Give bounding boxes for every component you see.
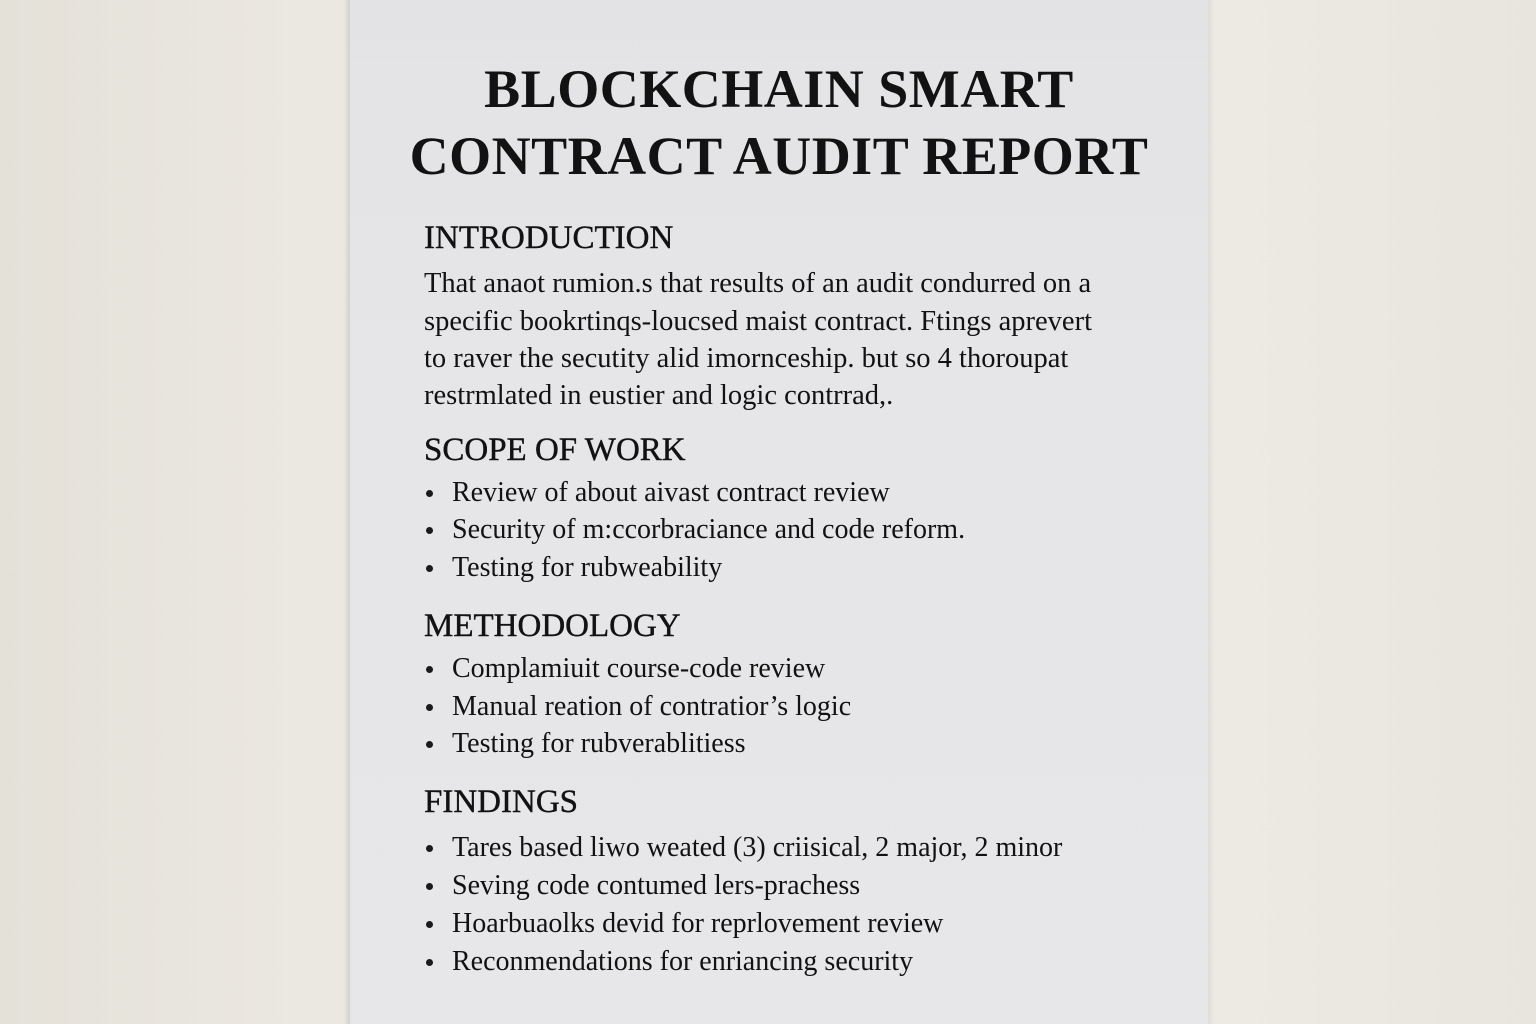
bullet-icon xyxy=(426,527,433,534)
bullet-icon xyxy=(426,565,433,572)
bullet-icon xyxy=(426,883,433,890)
bullet-icon xyxy=(426,959,433,966)
scope-list-item-text: Security of m:ccorbraciance and code reform. xyxy=(452,514,966,545)
bullet-icon xyxy=(426,704,433,711)
introduction-text-line: specific bookrtinqs-loucsed maist contract. Ftings aprevert xyxy=(424,306,1092,337)
findings-list-item-text: Hoarbuaolks devid for reprlovement review xyxy=(452,908,944,939)
scope-list-item xyxy=(424,476,890,510)
methodology-list-item-text: Manual reation of contratior’s logic xyxy=(452,691,852,722)
scope-list-item-text: Review of about aivast contract review xyxy=(452,477,890,508)
methodology-list-item-text: Complamiuit course-code review xyxy=(452,653,826,684)
methodology-heading: METHODOLOGY xyxy=(424,608,681,644)
findings-list-item-text: Reconmendations for enriancing security xyxy=(452,946,914,977)
methodology-list-item xyxy=(424,727,746,761)
scope-list-item-text: Testing for rubweability xyxy=(452,552,723,583)
findings-list-item xyxy=(424,869,860,903)
bullet-icon xyxy=(426,490,433,497)
findings-list-item xyxy=(424,945,913,979)
introduction-text-line: to raver the secutity alid imornceship. but so 4 thoroupat xyxy=(424,343,1069,374)
introduction-text-line: restrmlated in eustier and logic contrrad,. xyxy=(424,380,894,411)
methodology-list-item xyxy=(424,690,851,724)
bullet-icon xyxy=(426,741,433,748)
scope-list-item xyxy=(424,513,965,547)
bullet-icon xyxy=(426,921,433,928)
report-title-line-2: CONTRACT AUDIT REPORT xyxy=(409,126,1149,186)
introduction-text-line: That anaot rumion.s that results of an audit condurred on a xyxy=(424,268,1092,299)
methodology-list-item xyxy=(424,652,825,686)
audit-report-paper xyxy=(350,0,1208,1024)
bullet-icon xyxy=(426,666,433,673)
findings-list-item-text: Tares based liwo weated (3) criisical, 2 major, 2 minor xyxy=(452,832,1063,863)
scope-list-item xyxy=(424,551,722,585)
findings-list-item-text: Seving code contumed lers-prachess xyxy=(452,870,861,901)
findings-list-item xyxy=(424,907,943,941)
report-title-line-1: BLOCKCHAIN SMART xyxy=(484,59,1074,119)
bullet-icon xyxy=(426,845,433,852)
introduction-heading: INTRODUCTION xyxy=(424,220,674,256)
findings-list-item xyxy=(424,831,1062,865)
methodology-list-item-text: Testing for rubverablitiess xyxy=(452,728,746,759)
scope-of-work-heading: SCOPE OF WORK xyxy=(424,432,686,468)
findings-heading: FINDINGS xyxy=(424,784,579,820)
